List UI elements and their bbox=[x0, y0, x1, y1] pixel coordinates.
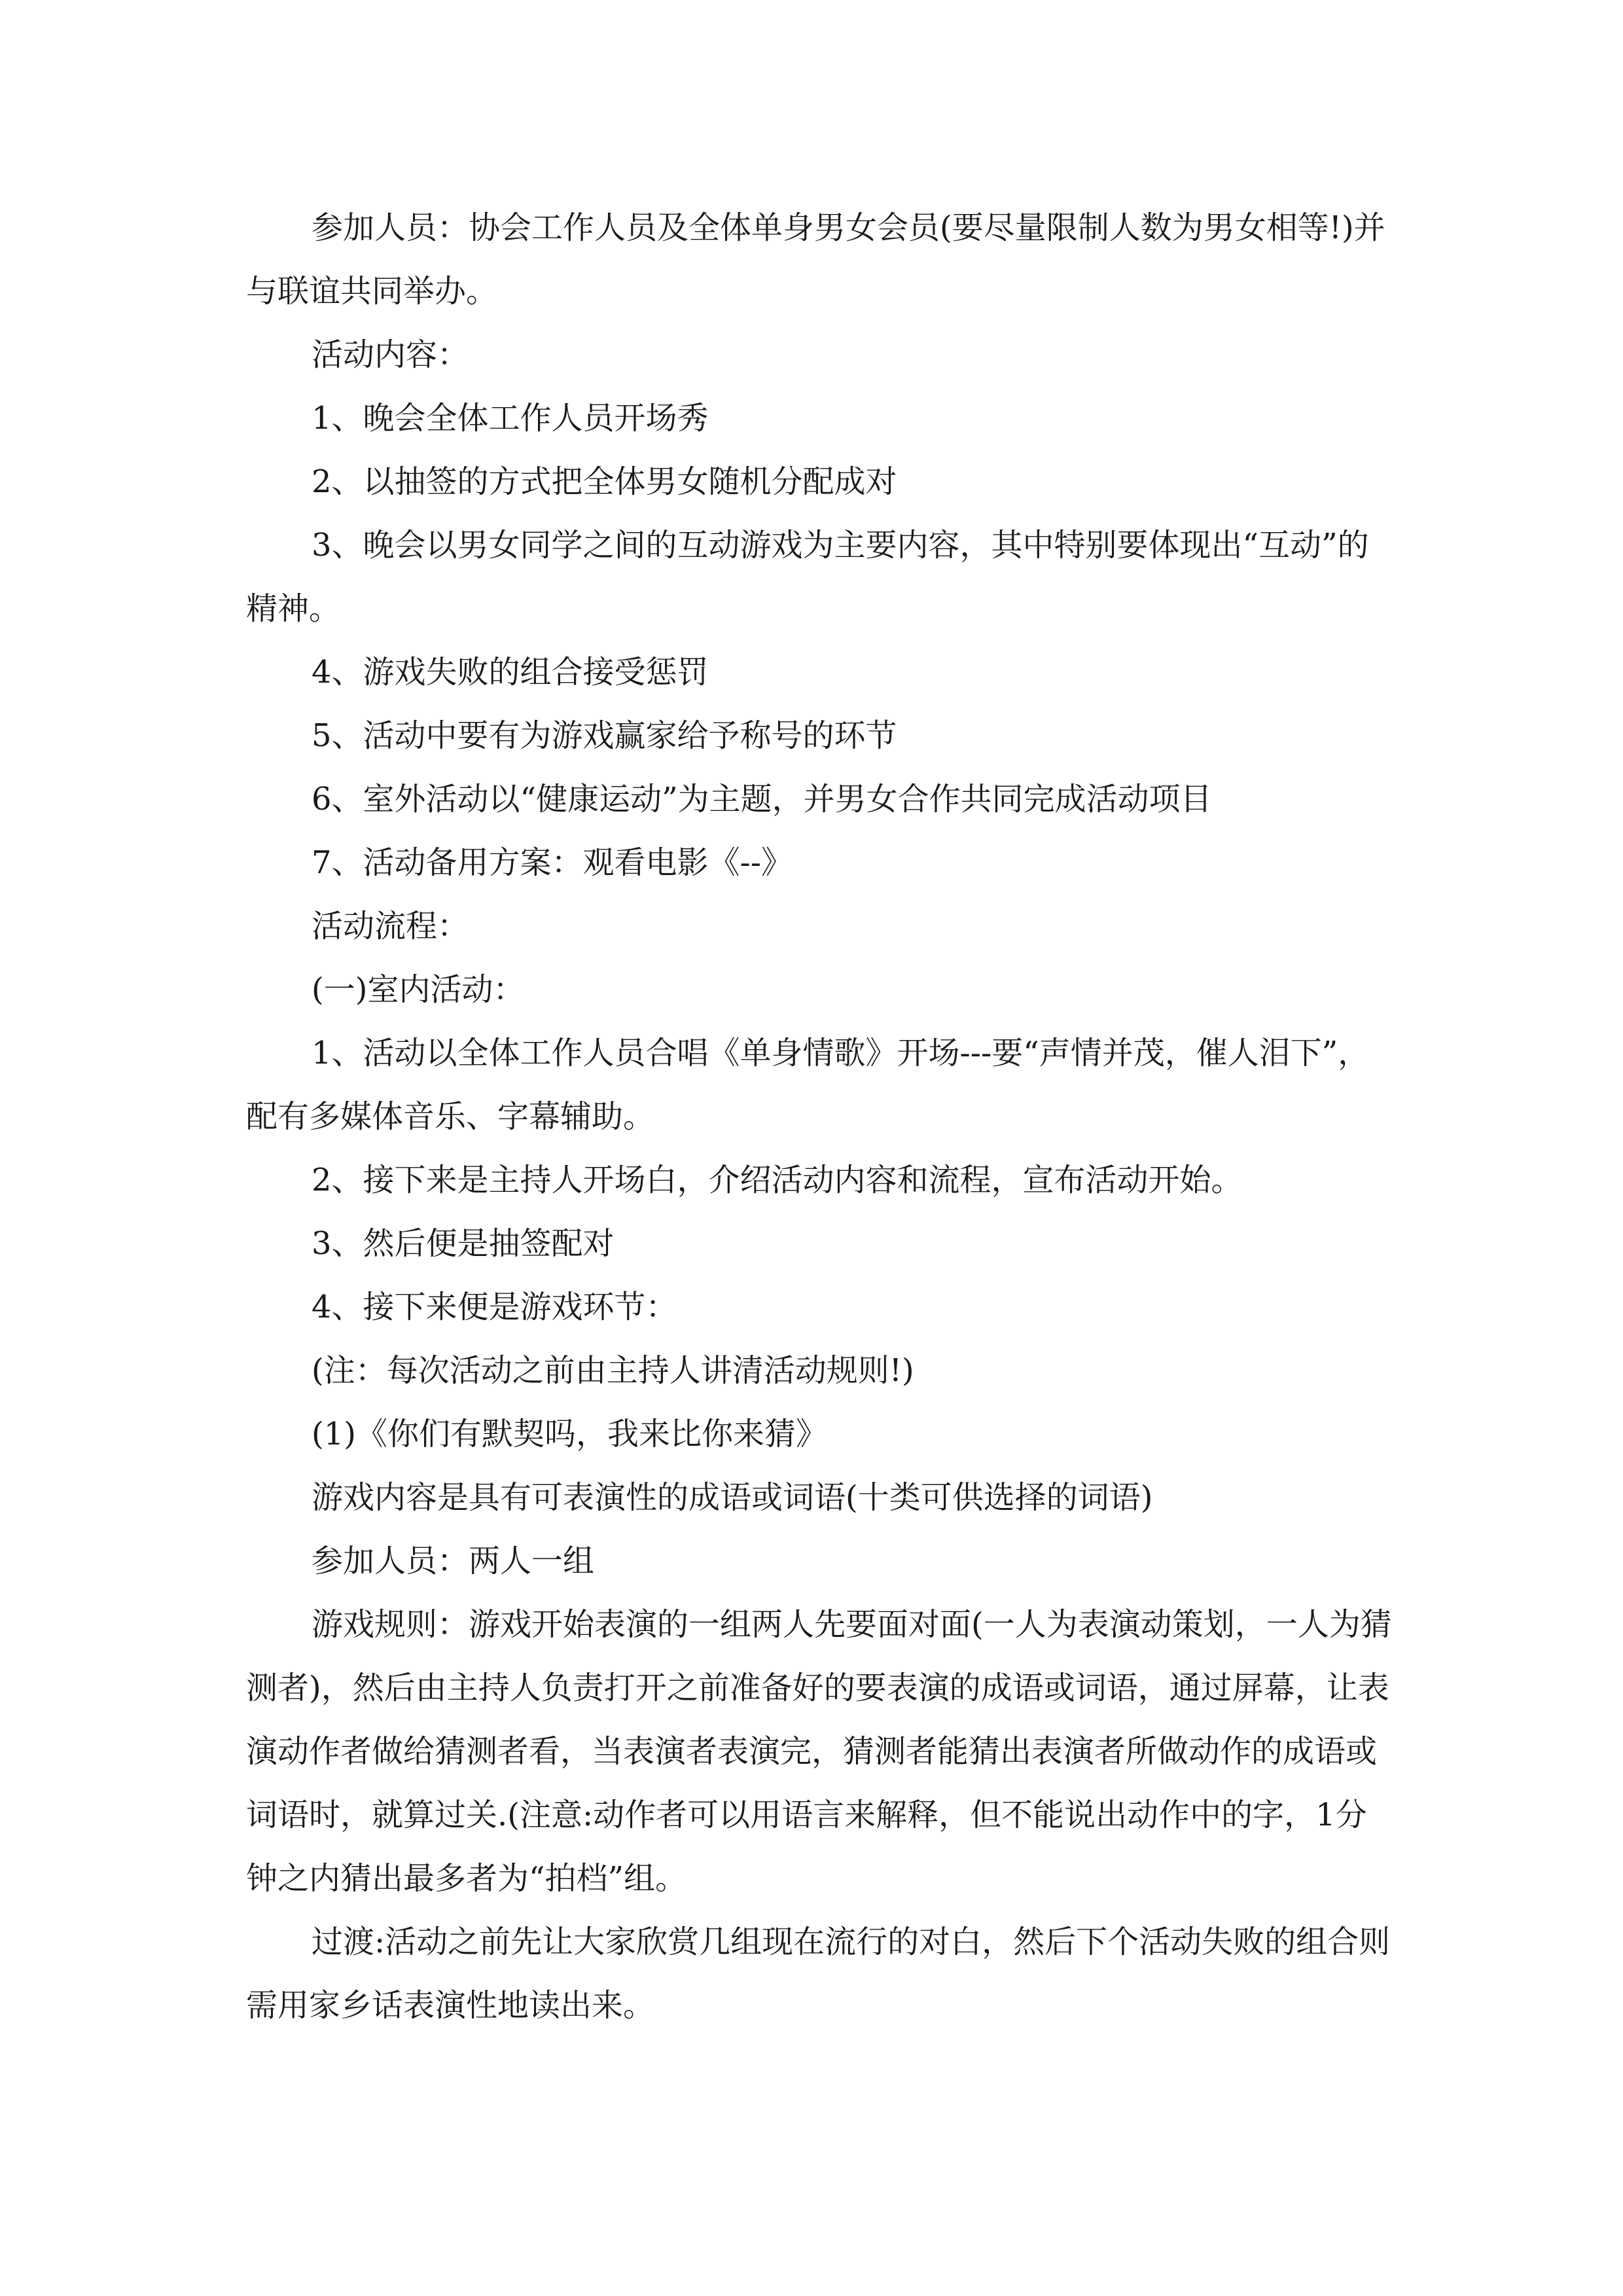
paragraph-participants: 参加人员：协会工作人员及全体单身男女会员(要尽量限制人数为男女相等!)并与联谊共同举办。 bbox=[246, 209, 1385, 310]
heading-activity-content: 活动内容： bbox=[312, 336, 469, 373]
list-item: 7、活动备用方案：观看电影《--》 bbox=[312, 844, 793, 881]
list-item: 2、接下来是主持人开场白，介绍活动内容和流程，宣布活动开始。 bbox=[312, 1162, 1243, 1198]
game-rules: 游戏规则：游戏开始表演的一组两人先要面对面(一人为表演动策划，一人为猜测者)，然后由主持人负责打开之前准备好的要表演的成语或词语，通过屏幕，让表演动作者做给猜测者看，当表演者表演完，猜测者能猜出表演者所做动作的成语或词语时，就算过关.(注意:动作者可以用语言来解释，但不能说出动作中的字，1分钟之内猜出最多者为“拍档”组。 bbox=[246, 1606, 1392, 1897]
transition-paragraph: 过渡:活动之前先让大家欣赏几组现在流行的对白，然后下个活动失败的组合则需用家乡话表演性地读出来。 bbox=[246, 1924, 1391, 2024]
game-participants: 参加人员：两人一组 bbox=[312, 1543, 595, 1579]
list-item: 3、然后便是抽签配对 bbox=[312, 1225, 615, 1262]
list-item: 2、以抽签的方式把全体男女随机分配成对 bbox=[312, 463, 897, 500]
list-item: 1、活动以全体工作人员合唱《单身情歌》开场---要“声情并茂，催人泪下”，配有多媒体音乐、字幕辅助。 bbox=[246, 1035, 1370, 1135]
list-item: 6、室外活动以“健康运动”为主题，并男女合作共同完成活动项目 bbox=[312, 781, 1212, 817]
game-title: (1)《你们有默契吗，我来比你来猜》 bbox=[312, 1416, 827, 1452]
document-body bbox=[246, 196, 1398, 2037]
list-item: 1、晚会全体工作人员开场秀 bbox=[312, 400, 709, 437]
game-content: 游戏内容是具有可表演性的成语或词语(十类可供选择的词语) bbox=[312, 1479, 1153, 1516]
section-heading-indoor: (一)室内活动： bbox=[312, 971, 525, 1008]
heading-activity-process: 活动流程： bbox=[312, 908, 469, 944]
list-item: 4、游戏失败的组合接受惩罚 bbox=[312, 654, 709, 691]
list-item: 4、接下来便是游戏环节： bbox=[312, 1289, 677, 1325]
list-item: 5、活动中要有为游戏赢家给予称号的环节 bbox=[312, 717, 897, 754]
note-paragraph: (注：每次活动之前由主持人讲清活动规则!) bbox=[312, 1352, 914, 1389]
list-item: 3、晚会以男女同学之间的互动游戏为主要内容，其中特别要体现出“互动”的精神。 bbox=[246, 527, 1369, 627]
